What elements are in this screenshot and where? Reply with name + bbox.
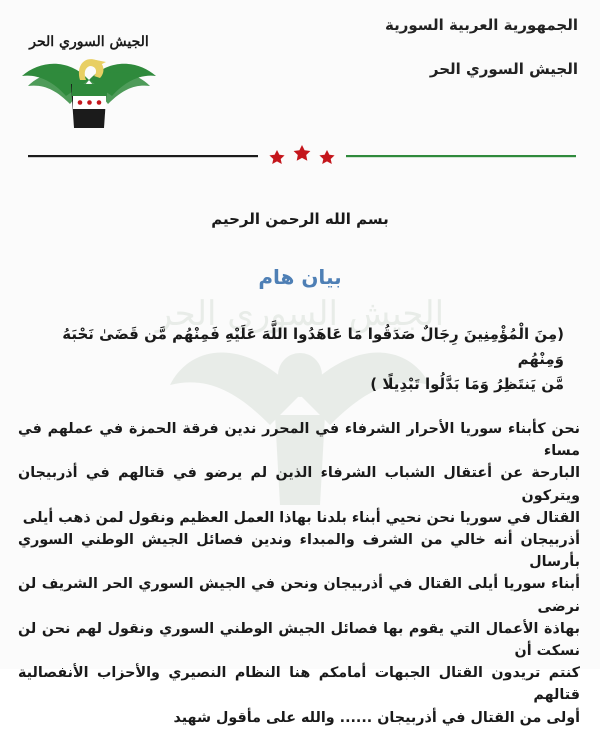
header-country: الجمهورية العربية السورية — [385, 16, 578, 34]
quran-verse — [24, 322, 564, 397]
header-divider — [28, 142, 576, 170]
quran-verse-line: (مِنَ الْمُؤْمِنِينَ رِجَالٌ صَدَقُوا مَا عَاهَدُوا اللَّهَ عَلَيْهِ فَمِنْهُم مَّن قَضَىٰ نَحْبَهُ وَمِنْهُم — [62, 325, 564, 368]
watermark-text: الجيش السوري الحر — [155, 294, 445, 334]
logo-text: الجيش السوري الحر — [29, 34, 149, 50]
body-line: أذربيجان أنه خالي من الشرف والمبداء وندين فصائل الجيش الوطني السوري بأرسال — [18, 532, 580, 571]
star-icon — [294, 145, 311, 161]
statement-title: بيان هام — [258, 265, 342, 289]
body-line: بهاذة الأعمال التي يقوم بها فصائل الجيش الوطني السوري ونقول لهم نحن لن نسكت أن — [18, 620, 580, 660]
body-line: أولى من القتال في أذربيجان ...... والله على مأقول شهيد — [173, 709, 580, 726]
quran-verse-line: مَّن يَنتَظِرُ وَمَا بَدَّلُوا تَبْدِيلًا ) — [370, 375, 564, 393]
star-icon — [319, 150, 334, 164]
basmala: بسم الله الرحمن الرحيم — [211, 210, 389, 228]
statement-body — [18, 418, 580, 729]
body-line: نحن كأبناء سوريا الأحرار الشرفاء في المحرر ندين فرقة الحمزة في عملهم في مساء — [18, 421, 580, 460]
body-line: أبناء سوريا أيلى القتال في أذربيجان ونحن في الجيش السوري الحر الشريف لن نرضى — [18, 576, 580, 615]
body-line: كنتم تريدون القتال الجبهات أمامكم هنا النظام النصيري والأحزاب الأنفصالية قتالهم — [18, 665, 580, 704]
body-line: البارحة عن أعتقال الشباب الشرفاء الذين لم يرضو في قتالهم في أذربيجان ويتركون — [18, 465, 580, 504]
free-syrian-army-logo — [14, 16, 164, 131]
letterhead — [385, 14, 578, 102]
star-icon — [269, 150, 284, 164]
header-organization: الجيش السوري الحر — [429, 60, 578, 78]
body-line: القتال في سوريا نحن نحيي أبناء بلدنا بهاذا العمل العظيم ونقول لمن ذهب أيلى — [22, 509, 580, 526]
